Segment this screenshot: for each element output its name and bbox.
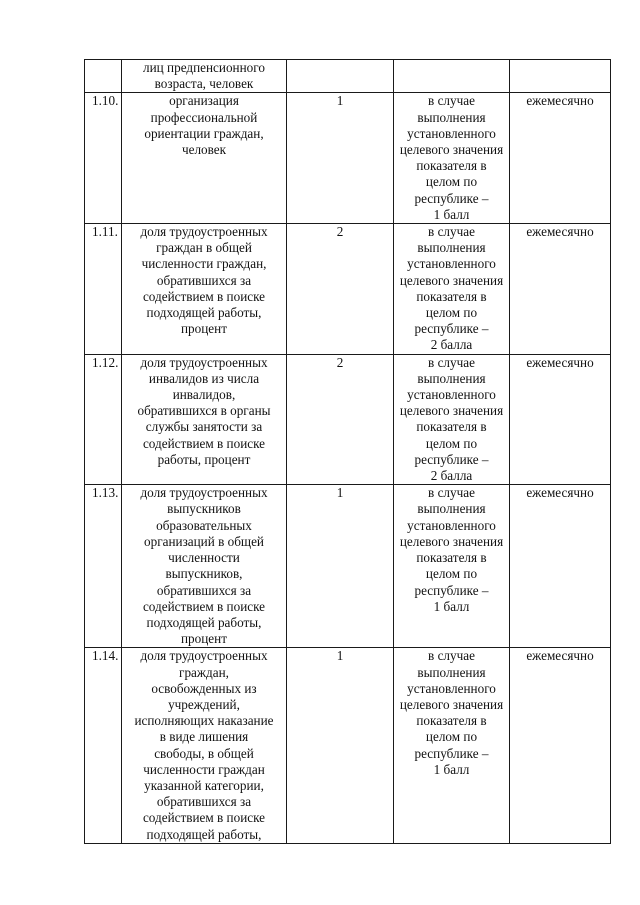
indicator-condition-cell: в случае выполнения установленного целевого значения показателя в целом по республике – 1 балл bbox=[394, 93, 510, 224]
indicator-description-cell: доля трудоустроенных выпускников образовательных организаций в общей численности выпускников, обратившихся за содействием в поиске подходящей работы, процент bbox=[122, 485, 287, 648]
table-row bbox=[85, 60, 611, 93]
indicator-weight-cell: 1 bbox=[287, 648, 394, 843]
table-row bbox=[85, 648, 611, 843]
row-number-cell: 1.10. bbox=[85, 93, 122, 224]
table-row bbox=[85, 485, 611, 648]
indicator-condition-cell: в случае выполнения установленного целевого значения показателя в целом по республике – 2 балла bbox=[394, 354, 510, 485]
table-row bbox=[85, 224, 611, 355]
indicator-weight-cell: 1 bbox=[287, 485, 394, 648]
row-number-cell: 1.14. bbox=[85, 648, 122, 843]
indicator-frequency-cell: ежемесячно bbox=[510, 485, 611, 648]
indicator-description-cell: доля трудоустроенных граждан, освобожденных из учреждений, исполняющих наказание в виде лишения свободы, в общей численности граждан указанной категории, обратившихся за содействием в поиске подходящей работы, bbox=[122, 648, 287, 843]
row-number-cell: 1.13. bbox=[85, 485, 122, 648]
indicator-description-cell: доля трудоустроенных граждан в общей численности граждан, обратившихся за содействием в поиске подходящей работы, процент bbox=[122, 224, 287, 355]
indicator-description-cell: доля трудоустроенных инвалидов из числа инвалидов, обратившихся в органы службы занятости за содействием в поиске работы, процент bbox=[122, 354, 287, 485]
indicators-table bbox=[84, 59, 611, 844]
indicator-weight-cell: 2 bbox=[287, 224, 394, 355]
indicator-description-cell: лиц предпенсионного возраста, человек bbox=[122, 60, 287, 93]
indicator-weight-cell: 1 bbox=[287, 93, 394, 224]
indicator-condition-cell bbox=[394, 60, 510, 93]
table-row bbox=[85, 354, 611, 485]
row-number-cell: 1.12. bbox=[85, 354, 122, 485]
indicator-frequency-cell bbox=[510, 60, 611, 93]
row-number-cell bbox=[85, 60, 122, 93]
row-number-cell: 1.11. bbox=[85, 224, 122, 355]
indicator-frequency-cell: ежемесячно bbox=[510, 93, 611, 224]
indicator-condition-cell: в случае выполнения установленного целевого значения показателя в целом по республике – 2 балла bbox=[394, 224, 510, 355]
indicator-condition-cell: в случае выполнения установленного целевого значения показателя в целом по республике – 1 балл bbox=[394, 485, 510, 648]
indicator-frequency-cell: ежемесячно bbox=[510, 354, 611, 485]
indicator-description-cell: организация профессиональной ориентации граждан, человек bbox=[122, 93, 287, 224]
indicator-frequency-cell: ежемесячно bbox=[510, 648, 611, 843]
indicator-condition-cell: в случае выполнения установленного целевого значения показателя в целом по республике – 1 балл bbox=[394, 648, 510, 843]
indicator-frequency-cell: ежемесячно bbox=[510, 224, 611, 355]
table-row bbox=[85, 93, 611, 224]
indicator-weight-cell bbox=[287, 60, 394, 93]
indicator-weight-cell: 2 bbox=[287, 354, 394, 485]
